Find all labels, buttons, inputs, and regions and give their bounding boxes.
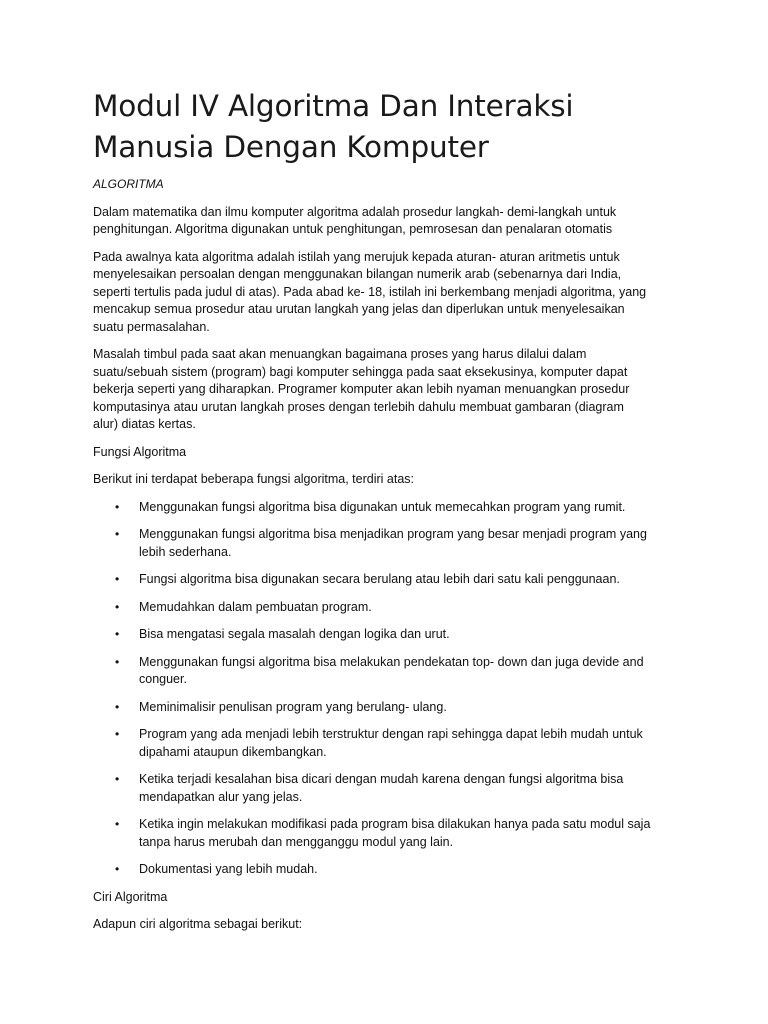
paragraph-line: menyelesaikan persoalan dengan menggunakan bilangan numerik arab (sebenarnya dari India, <box>93 267 622 281</box>
list-item-text: tanpa harus merubah dan mengganggu modul yang lain. <box>139 834 454 849</box>
paragraph-line: Masalah timbul pada saat akan menuangkan bagaimana proses yang harus dilalui dalam <box>93 347 587 361</box>
list-item <box>93 771 683 806</box>
list-item-text: Memudahkan dalam pembuatan program. <box>139 599 372 614</box>
list-item <box>93 699 683 717</box>
list-item-text: Program yang ada menjadi lebih terstruktur dengan rapi sehingga dapat lebih mudah untuk <box>139 727 643 741</box>
list-item-text: lebih sederhana. <box>139 544 232 559</box>
body-paragraph <box>93 204 683 239</box>
bullet-icon: • <box>115 527 120 541</box>
bullet-icon: • <box>115 862 120 876</box>
bullet-icon: • <box>115 772 120 786</box>
list-item <box>93 499 683 517</box>
document-page <box>93 86 683 944</box>
list-item <box>93 526 683 561</box>
title-line: Modul IV Algoritma Dan Interaksi <box>93 89 574 123</box>
list-item <box>93 861 683 879</box>
paragraphs <box>93 204 683 434</box>
paragraph-line: alur) diatas kertas. <box>93 417 196 431</box>
paragraph-line: suatu permasalahan. <box>93 319 210 334</box>
bullet-icon: • <box>115 499 120 514</box>
intro-fungsi: Berikut ini terdapat beberapa fungsi algoritma, terdiri atas: <box>93 472 415 486</box>
list-item-text: conguer. <box>139 672 187 686</box>
bullet-icon: • <box>115 699 120 714</box>
bullet-icon: • <box>115 572 120 586</box>
list-item <box>93 599 683 617</box>
list-item <box>93 816 683 851</box>
bullet-icon: • <box>115 654 120 669</box>
paragraph-line: komputasinya atau urutan langkah proses dengan terlebih dahulu membuat gambaran (diagram <box>93 399 624 414</box>
list-item-text: dipahami ataupun dikembangkan. <box>139 744 327 759</box>
list-item <box>93 626 683 644</box>
list-item-text: Meminimalisir penulisan program yang berulang- ulang. <box>139 699 447 714</box>
paragraph-line: suatu/sebuah sistem (program) bagi komputer sehingga pada saat eksekusinya, komputer dapat <box>93 364 628 379</box>
list-item <box>93 654 683 689</box>
list-item <box>93 726 683 761</box>
paragraph-line: mencakup semua prosedur atau urutan langkah yang jelas dan diperlukan untuk menyelesaikan <box>93 302 625 316</box>
list-item-text: Ketika terjadi kesalahan bisa dicari dengan mudah karena dengan fungsi algoritma bisa <box>139 772 624 786</box>
section-label: ALGORITMA <box>93 177 164 191</box>
list-item-text: Bisa mengatasi segala masalah dengan logika dan urut. <box>139 627 450 641</box>
paragraph-line: Pada awalnya kata algoritma adalah istilah yang merujuk kepada aturan- aturan aritmetis untuk <box>93 249 620 264</box>
list-item-text: mendapatkan alur yang jelas. <box>139 789 303 804</box>
title-line: Manusia Dengan Komputer <box>93 130 489 164</box>
body-paragraph <box>93 249 683 337</box>
bullet-icon: • <box>115 727 120 741</box>
intro-ciri: Adapun ciri algoritma sebagai berikut: <box>93 917 303 931</box>
list-item <box>93 571 683 589</box>
list-item-text: Menggunakan fungsi algoritma bisa menjadikan program yang besar menjadi program yang <box>139 527 647 541</box>
bullet-icon: • <box>115 599 120 614</box>
paragraph-line: seperti tertulis pada judul di atas). Pada abad ke- 18, istilah ini berkembang menjadi algoritma, yang <box>93 284 647 299</box>
list-item-text: Menggunakan fungsi algoritma bisa digunakan untuk memecahkan program yang rumit. <box>139 499 626 514</box>
list-item-text: Ketika ingin melakukan modifikasi pada program bisa dilakukan hanya pada satu modul saja <box>139 817 651 831</box>
list-item-text: Menggunakan fungsi algoritma bisa melakukan pendekatan top- down dan juga devide and <box>139 654 644 669</box>
list-item-text: Dokumentasi yang lebih mudah. <box>139 862 318 876</box>
list-item-text: Fungsi algoritma bisa digunakan secara berulang atau lebih dari satu kali penggunaan. <box>139 572 620 586</box>
paragraph-line: penghitungan. Algoritma digunakan untuk penghitungan, pemrosesan dan penalaran otomatis <box>93 222 613 236</box>
body-paragraph <box>93 346 683 434</box>
heading-ciri: Ciri Algoritma <box>93 889 168 904</box>
document-title <box>93 86 683 168</box>
bullet-icon: • <box>115 817 120 831</box>
paragraph-line: Dalam matematika dan ilmu komputer algoritma adalah prosedur langkah- demi-langkah untuk <box>93 204 617 219</box>
heading-fungsi: Fungsi Algoritma <box>93 444 187 459</box>
paragraph-line: bekerja seperti yang diharapkan. Programer komputer akan lebih nyaman menuangkan prosedur <box>93 382 630 396</box>
bullet-icon: • <box>115 627 120 641</box>
fungsi-list <box>93 499 683 879</box>
